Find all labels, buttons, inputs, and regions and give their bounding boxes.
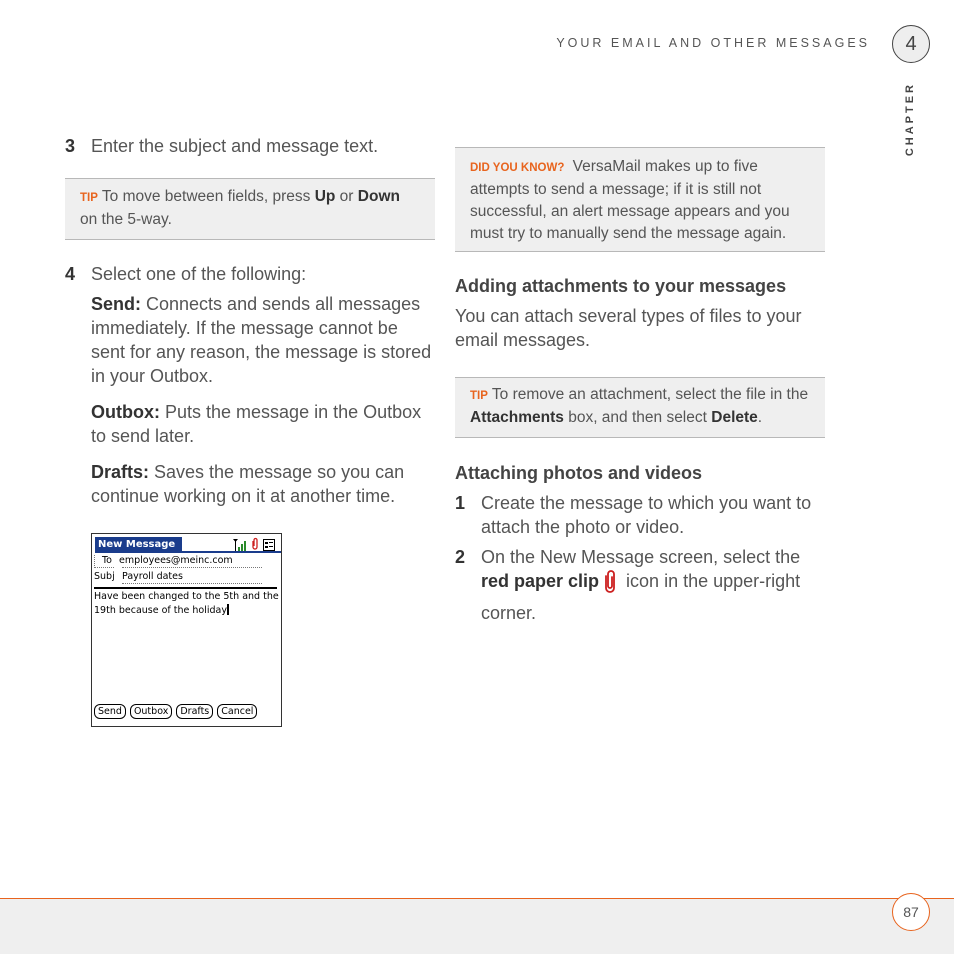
- step-number: 2: [455, 547, 466, 567]
- did-you-know-label: DID YOU KNOW?: [470, 162, 565, 174]
- send-button[interactable]: Send: [94, 704, 126, 719]
- step-text: On the New Message screen, select the: [481, 547, 801, 567]
- tip-text: To move between fields, press: [101, 188, 315, 205]
- new-message-screenshot: [91, 533, 282, 727]
- option-drafts: [91, 460, 435, 508]
- drafts-button[interactable]: Drafts: [176, 704, 213, 719]
- option-term: Drafts:: [91, 462, 150, 482]
- running-head: YOUR EMAIL AND OTHER MESSAGES: [556, 36, 870, 50]
- page-number: 87: [892, 893, 930, 931]
- tip-box-remove-attachment: [455, 377, 825, 438]
- attachments-paragraph: You can attach several types of files to your email messages.: [455, 306, 802, 350]
- tip-bold-up: Up: [314, 188, 336, 205]
- option-term: Send:: [91, 294, 142, 314]
- subj-row: [94, 571, 183, 583]
- tip-text: box, and then select: [563, 409, 712, 426]
- option-desc: Puts the message in the Outbox to send later.: [91, 402, 422, 446]
- section-heading-attachments: Adding attachments to your messages: [455, 276, 787, 296]
- chapter-number-badge: 4: [892, 25, 930, 63]
- subj-label: Subj: [94, 571, 115, 582]
- message-body-field[interactable]: [94, 591, 279, 617]
- device-title: New Message: [95, 537, 182, 552]
- left-column: [65, 134, 435, 508]
- option-send: [91, 292, 435, 388]
- step-text: icon in the upper-right corner.: [481, 571, 801, 623]
- paper-clip-icon: [603, 569, 617, 601]
- step-4: [65, 262, 435, 286]
- step-text: Enter the subject and message text.: [91, 136, 379, 156]
- tip-label: TIP: [470, 390, 488, 402]
- subj-field-underline: [122, 583, 262, 584]
- to-field-underline: [122, 567, 262, 568]
- tip-box-navigation: [65, 178, 435, 240]
- did-you-know-box: [455, 147, 825, 252]
- step-3: [65, 134, 435, 158]
- step-text: Select one of the following:: [91, 264, 307, 284]
- text-cursor: [227, 604, 229, 615]
- step-number: 3: [65, 136, 76, 156]
- tip-text: on the 5-way.: [80, 211, 172, 228]
- to-field[interactable]: employees@meinc.com: [119, 555, 233, 566]
- option-term: Outbox:: [91, 402, 160, 422]
- tip-label: TIP: [80, 192, 98, 204]
- paper-clip-icon[interactable]: [251, 536, 259, 555]
- step-text: Create the message to which you want to attach the photo or video.: [481, 493, 812, 537]
- photo-step-1: [455, 491, 825, 539]
- step-number: 4: [65, 264, 76, 284]
- option-desc: Saves the message so you can continue working on it at another time.: [91, 462, 405, 506]
- did-you-know-text: VersaMail makes up to five attempts to send a message; if it is still not successful, an alert message appears and you must try to manually send the message again.: [470, 158, 790, 242]
- option-outbox: [91, 400, 435, 448]
- right-column: [455, 147, 825, 625]
- menu-icon[interactable]: [263, 536, 275, 555]
- tip-bold-attachments: Attachments: [470, 409, 564, 426]
- header-separator: [94, 587, 277, 589]
- footer-band: [0, 899, 954, 954]
- tip-text: To remove an attachment, select the file in the: [491, 386, 809, 403]
- photo-step-2: [455, 545, 825, 625]
- cancel-button[interactable]: Cancel: [217, 704, 257, 719]
- message-body-text: Have been changed to the 5th and the 19th because of the holiday: [94, 591, 279, 616]
- chapter-label: CHAPTER: [904, 82, 916, 157]
- tip-bold-down: Down: [357, 188, 400, 205]
- to-label[interactable]: To: [94, 555, 114, 568]
- tip-text: .: [757, 409, 763, 426]
- subj-field[interactable]: Payroll dates: [122, 571, 183, 582]
- step-number: 1: [455, 493, 466, 513]
- outbox-button[interactable]: Outbox: [130, 704, 172, 719]
- tip-text: or: [335, 188, 358, 205]
- tip-bold-delete: Delete: [711, 409, 758, 426]
- step-bold-red-paper-clip: red paper clip: [481, 571, 600, 591]
- section-heading-photos: Attaching photos and videos: [455, 463, 703, 483]
- device-button-bar: [94, 704, 257, 719]
- footer-rule: [0, 898, 954, 899]
- option-desc: Connects and sends all messages immediately. If the message cannot be sent for any reason, the message is stored in your Outbox.: [91, 294, 432, 386]
- device-title-icons: [233, 536, 275, 555]
- signal-icon: [233, 536, 247, 555]
